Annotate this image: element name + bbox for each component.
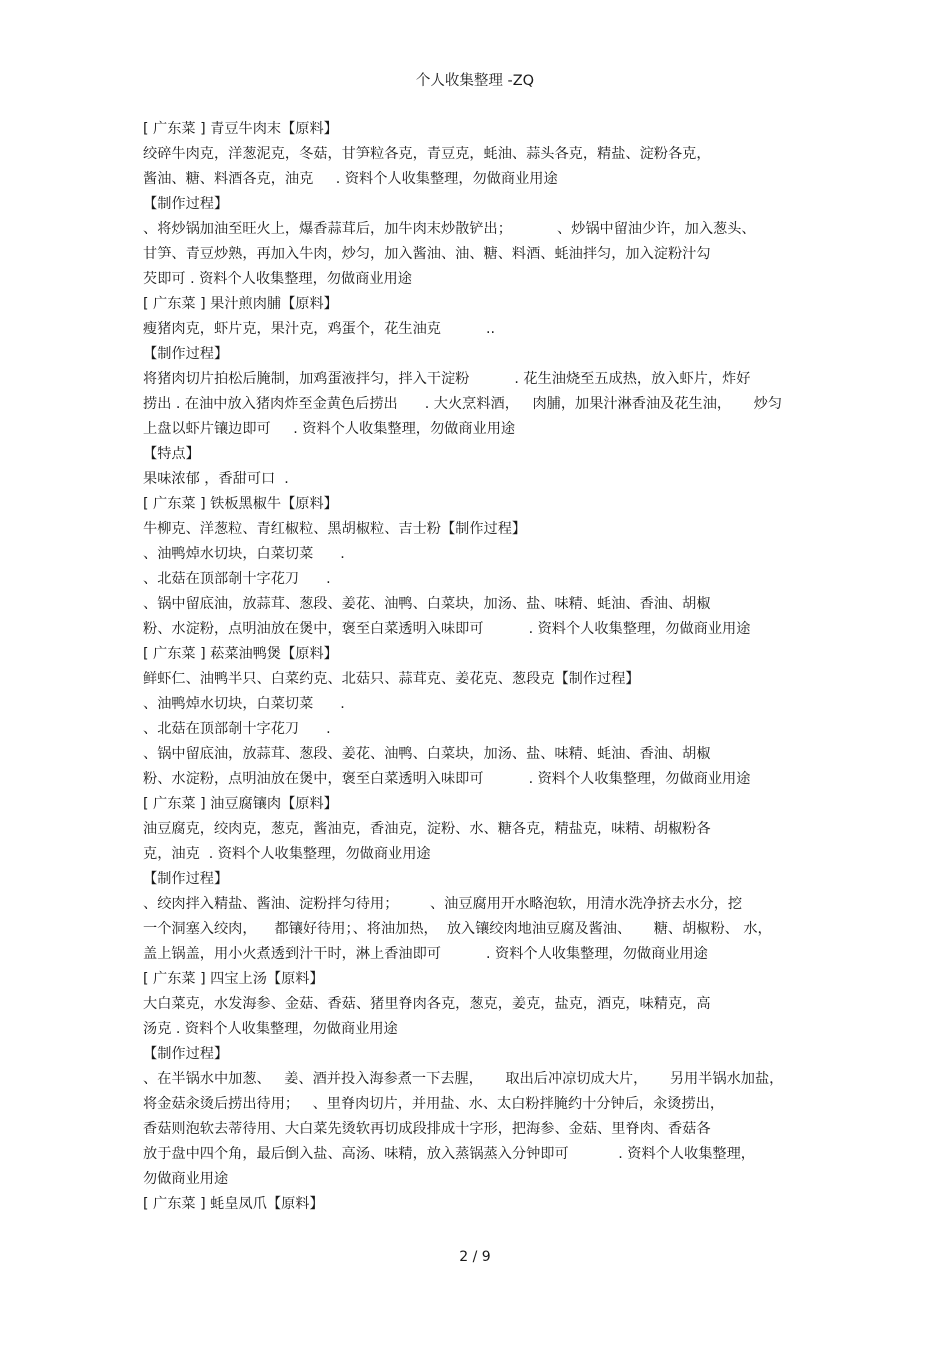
text-line: [ 广东菜 ] 青豆牛肉末【原料】 (143, 121, 338, 137)
text-line: [ 广东菜 ] 蚝皇凤爪【原料】 (143, 1196, 324, 1212)
text-line: [ 广东菜 ] 四宝上汤【原料】 (143, 971, 324, 987)
text-line: 将金菇汆烫后捞出待用； 、里脊肉切片，并用盐、水、太白粉拌腌约十分钟后，汆烫捞出， (143, 1096, 725, 1112)
text-line: [ 广东菜 ] 果汁煎肉脯【原料】 (143, 296, 338, 312)
text-line: 一个洞塞入绞肉， 都镶好待用；、将油加热， 放入镶绞肉地油豆腐及酱油、 糖、胡椒粉、 水， (143, 921, 772, 937)
text-line: 牛柳克、洋葱粒、青红椒粒、黑胡椒粒、吉士粉【制作过程】 (143, 521, 527, 537)
text-line: 瘦猪肉克，虾片克，果汁克，鸡蛋个，花生油克 .. (143, 321, 496, 337)
text-line: 勿做商业用途 (143, 1171, 229, 1187)
text-line: 粉、水淀粉，点明油放在煲中，褒至白菜透明入味即可 . 资料个人收集整理，勿做商业用途 (143, 771, 751, 787)
text-line: 【制作过程】 (143, 1046, 229, 1062)
text-line: 果味浓郁 ，香甜可口 . (143, 471, 289, 487)
text-line: 香菇则泡软去蒂待用、大白菜先烫软再切成段排成十字形，把海参、金菇、里脊肉、香菇各 (143, 1121, 711, 1137)
text-line: [ 广东菜 ] 铁板黑椒牛【原料】 (143, 496, 338, 512)
text-line: 、锅中留底油，放蒜茸、葱段、姜花、油鸭、白菜块，加汤、盐、味精、蚝油、香油、胡椒 (143, 746, 711, 762)
text-line: 粉、水淀粉，点明油放在煲中，褒至白菜透明入味即可 . 资料个人收集整理，勿做商业用途 (143, 621, 751, 637)
text-line: 上盘以虾片镶边即可 . 资料个人收集整理，勿做商业用途 (143, 421, 516, 437)
text-line: 大白菜克，水发海参、金菇、香菇、猪里脊肉各克，葱克，姜克，盐克，酒克，味精克，高 (143, 996, 711, 1012)
text-line: 将猪肉切片拍松后腌制，加鸡蛋液拌匀，拌入干淀粉 . 花生油烧至五成热，放入虾片，炸好 (143, 371, 751, 387)
document-body (143, 117, 823, 1217)
text-line: 、北菇在顶部剞十字花刀 . (143, 571, 331, 587)
text-line: 、锅中留底油，放蒜茸、葱段、姜花、油鸭、白菜块，加汤、盐、味精、蚝油、香油、胡椒 (143, 596, 711, 612)
text-line: 酱油、糖、料酒各克，油克 . 资料个人收集整理，勿做商业用途 (143, 171, 558, 187)
page-number: 2 / 9 (459, 1249, 491, 1265)
text-line: 、北菇在顶部剞十字花刀 . (143, 721, 331, 737)
text-line: 盖上锅盖，用小火煮透到汁干时，淋上香油即可 . 资料个人收集整理，勿做商业用途 (143, 946, 708, 962)
text-line: 、将炒锅加油至旺火上，爆香蒜茸后，加牛肉末炒散铲出； 、炒锅中留油少许，加入葱头、 (143, 221, 756, 237)
text-line: 【特点】 (143, 446, 200, 462)
text-line: [ 广东菜 ] 油豆腐镶肉【原料】 (143, 796, 338, 812)
text-line: 、在半锅水中加葱、 姜、酒并投入海参煮一下去腥， 取出后冲凉切成大片， 另用半锅水加盐， (143, 1071, 784, 1087)
text-line: 、油鸭焯水切块，白菜切菜 . (143, 696, 345, 712)
text-line: 【制作过程】 (143, 346, 229, 362)
text-line: [ 广东菜 ] 菘菜油鸭煲【原料】 (143, 646, 338, 662)
text-line: 捞出 . 在油中放入猪肉炸至金黄色后捞出 . 大火烹料酒， 肉脯，加果汁淋香油及花生油， 炒匀 (143, 396, 783, 412)
text-line: 克，油克 . 资料个人收集整理，勿做商业用途 (143, 846, 431, 862)
text-line: 绞碎牛肉克，洋葱泥克，冬菇，甘笋粒各克，青豆克，蚝油、蒜头各克，精盐、淀粉各克， (143, 146, 711, 162)
text-line: 汤克 . 资料个人收集整理，勿做商业用途 (143, 1021, 398, 1037)
text-line: 【制作过程】 (143, 196, 229, 212)
text-line: 鲜虾仁、油鸭半只、白菜约克、北菇只、蒜茸克、姜花克、葱段克【制作过程】 (143, 671, 640, 687)
text-line: 、绞肉拌入精盐、酱油、淀粉拌匀待用； 、油豆腐用开水略泡软，用清水洗净挤去水分，挖 (143, 896, 743, 912)
text-line: 芡即可 . 资料个人收集整理，勿做商业用途 (143, 271, 412, 287)
page-header: 个人收集整理 -ZQ (415, 73, 535, 89)
text-line: 油豆腐克，绞肉克，葱克，酱油克，香油克，淀粉、水、糖各克，精盐克，味精、胡椒粉各 (143, 821, 711, 837)
text-line: 放于盘中四个角，最后倒入盐、高汤、味精，放入蒸锅蒸入分钟即可 . 资料个人收集整理， (143, 1146, 755, 1162)
text-line: 甘笋、青豆炒熟，再加入牛肉，炒匀，加入酱油、油、糖、料酒、蚝油拌匀，加入淀粉汁勾 (143, 246, 711, 262)
text-line: 【制作过程】 (143, 871, 229, 887)
text-line: 、油鸭焯水切块，白菜切菜 . (143, 546, 345, 562)
